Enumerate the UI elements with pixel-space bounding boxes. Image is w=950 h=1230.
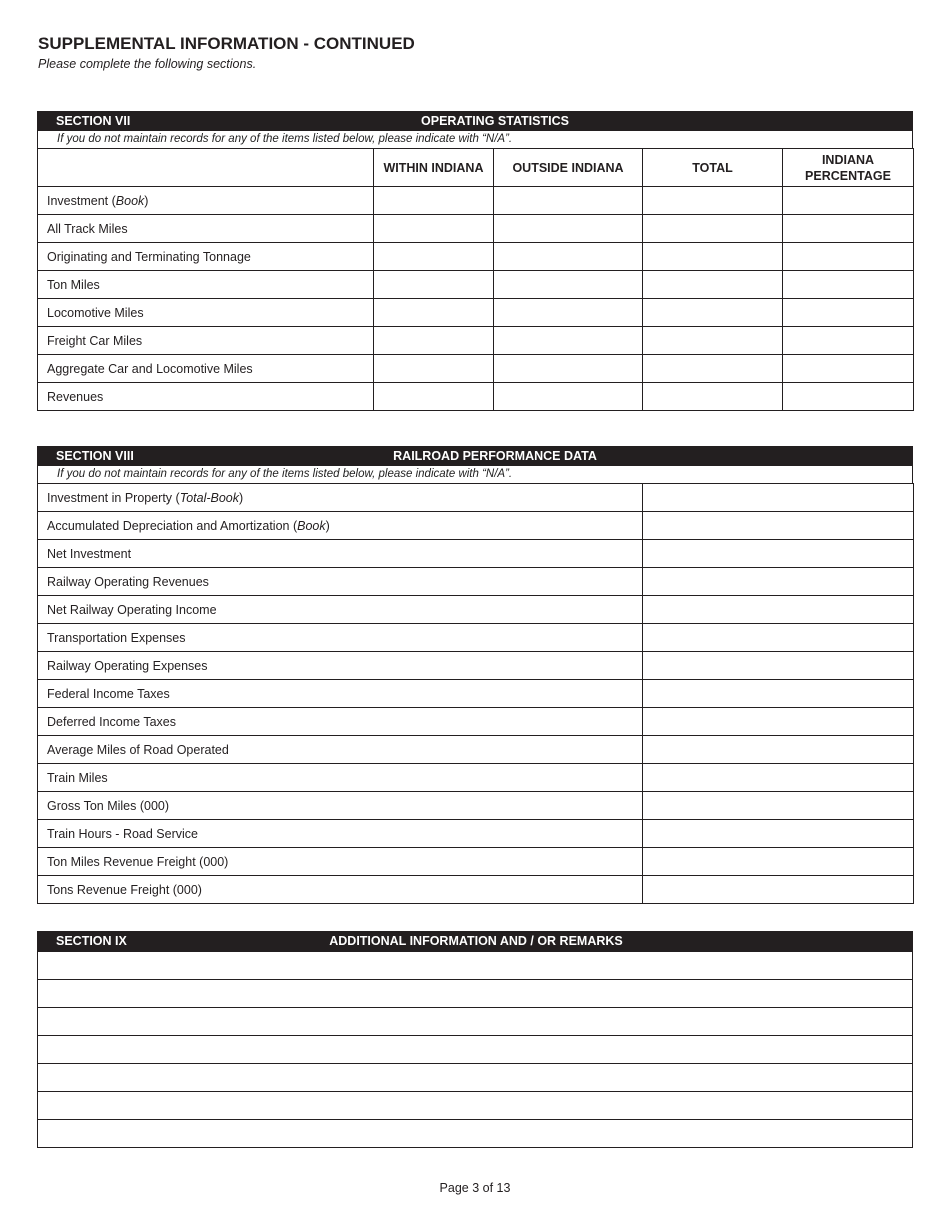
indiana-percentage-field[interactable] — [783, 243, 914, 271]
row-label — [38, 187, 374, 215]
section-vii-number: SECTION VII — [56, 114, 131, 128]
value-field[interactable] — [643, 848, 914, 876]
remarks-line — [38, 1120, 913, 1148]
row-label — [38, 820, 643, 848]
row-label — [38, 680, 643, 708]
row-label-pre: Investment in Property ( — [47, 490, 180, 505]
row-label — [38, 512, 643, 540]
remarks-field[interactable] — [38, 1120, 913, 1148]
row-label-pre: Federal Income Taxes — [47, 686, 170, 701]
outside-indiana-field[interactable] — [494, 215, 643, 243]
table-row — [38, 187, 914, 215]
row-label — [38, 540, 643, 568]
row-label — [38, 243, 374, 271]
table-row — [38, 383, 914, 411]
table-header-row — [38, 149, 914, 187]
remarks-line — [38, 980, 913, 1008]
row-label — [38, 764, 643, 792]
total-field[interactable] — [643, 243, 783, 271]
remarks-field[interactable] — [38, 1008, 913, 1036]
outside-indiana-field[interactable] — [494, 355, 643, 383]
remarks-line — [38, 1092, 913, 1120]
section-viii-header — [37, 446, 913, 466]
value-field[interactable] — [643, 876, 914, 904]
within-indiana-field[interactable] — [374, 299, 494, 327]
row-label-pre: Accumulated Depreciation and Amortization ( — [47, 518, 298, 533]
column-header: TOTAL — [643, 149, 783, 187]
section-ix-title: ADDITIONAL INFORMATION AND / OR REMARKS — [329, 934, 623, 948]
indiana-percentage-field[interactable] — [783, 215, 914, 243]
value-field[interactable] — [643, 764, 914, 792]
table-row — [38, 271, 914, 299]
row-label-pre: Transportation Expenses — [47, 630, 186, 645]
table-row — [38, 708, 914, 736]
within-indiana-field[interactable] — [374, 383, 494, 411]
total-field[interactable] — [643, 383, 783, 411]
value-field[interactable] — [643, 820, 914, 848]
indiana-percentage-field[interactable] — [783, 187, 914, 215]
section-vii-header — [37, 111, 913, 131]
total-field[interactable] — [643, 327, 783, 355]
section-viii-note: If you do not maintain records for any of the items listed below, please indicate with “N/A”. — [37, 466, 913, 483]
total-field[interactable] — [643, 299, 783, 327]
table-row — [38, 792, 914, 820]
column-header: OUTSIDE INDIANA — [494, 149, 643, 187]
value-field[interactable] — [643, 708, 914, 736]
row-label-pre: All Track Miles — [47, 221, 128, 236]
remarks-line — [38, 1064, 913, 1092]
value-field[interactable] — [643, 680, 914, 708]
page-subtitle: Please complete the following sections. — [38, 57, 257, 71]
row-label — [38, 652, 643, 680]
table-row — [38, 355, 914, 383]
row-label-pre: Investment ( — [47, 193, 116, 208]
row-label-em: Total-Book — [179, 490, 239, 505]
remarks-table — [37, 951, 913, 1148]
outside-indiana-field[interactable] — [494, 383, 643, 411]
row-label — [38, 848, 643, 876]
within-indiana-field[interactable] — [374, 355, 494, 383]
section-vii-note: If you do not maintain records for any of the items listed below, please indicate with “N/A”. — [37, 131, 913, 148]
table-row — [38, 512, 914, 540]
remarks-field[interactable] — [38, 980, 913, 1008]
within-indiana-field[interactable] — [374, 271, 494, 299]
table-row — [38, 540, 914, 568]
remarks-line — [38, 952, 913, 980]
row-label-pre: Deferred Income Taxes — [47, 714, 176, 729]
row-label — [38, 708, 643, 736]
value-field[interactable] — [643, 624, 914, 652]
remarks-field[interactable] — [38, 952, 913, 980]
within-indiana-field[interactable] — [374, 187, 494, 215]
row-label-pre: Railway Operating Revenues — [47, 574, 209, 589]
row-label — [38, 215, 374, 243]
outside-indiana-field[interactable] — [494, 243, 643, 271]
total-field[interactable] — [643, 355, 783, 383]
railroad-performance-table — [37, 483, 914, 904]
outside-indiana-field[interactable] — [494, 187, 643, 215]
table-row — [38, 652, 914, 680]
row-label-pre: Railway Operating Expenses — [47, 658, 208, 673]
indiana-percentage-field[interactable] — [783, 383, 914, 411]
section-viii — [37, 446, 913, 904]
table-row — [38, 680, 914, 708]
section-viii-number: SECTION VIII — [56, 449, 134, 463]
section-ix — [37, 931, 913, 1148]
table-row — [38, 624, 914, 652]
total-field[interactable] — [643, 187, 783, 215]
section-ix-header — [37, 931, 913, 951]
value-field[interactable] — [643, 596, 914, 624]
within-indiana-field[interactable] — [374, 327, 494, 355]
outside-indiana-field[interactable] — [494, 327, 643, 355]
value-field[interactable] — [643, 540, 914, 568]
page-number: Page 3 of 13 — [439, 1181, 511, 1195]
row-label-pre: Average Miles of Road Operated — [47, 742, 229, 757]
row-label-pre: Tons Revenue Freight (000) — [47, 882, 202, 897]
row-label-pre: Locomotive Miles — [47, 305, 144, 320]
within-indiana-field[interactable] — [374, 215, 494, 243]
value-field[interactable] — [643, 736, 914, 764]
row-label-em: Book — [297, 518, 326, 533]
section-viii-title: RAILROAD PERFORMANCE DATA — [393, 449, 597, 463]
row-label-post: ) — [325, 518, 330, 533]
page-title: SUPPLEMENTAL INFORMATION - CONTINUED — [38, 34, 415, 53]
within-indiana-field[interactable] — [374, 243, 494, 271]
row-label-post: ) — [144, 193, 149, 208]
row-label — [38, 568, 643, 596]
label-column-header — [38, 149, 374, 187]
table-row — [38, 820, 914, 848]
table-row — [38, 764, 914, 792]
table-row — [38, 736, 914, 764]
value-field[interactable] — [643, 792, 914, 820]
row-label — [38, 383, 374, 411]
remarks-field[interactable] — [38, 1064, 913, 1092]
section-vii — [37, 111, 913, 411]
indiana-percentage-field[interactable] — [783, 299, 914, 327]
row-label-post: ) — [239, 490, 244, 505]
row-label-pre: Revenues — [47, 389, 104, 404]
row-label-pre: Net Investment — [47, 546, 132, 561]
row-label-pre: Train Hours - Road Service — [47, 826, 198, 841]
row-label-pre: Net Railway Operating Income — [47, 602, 217, 617]
remarks-field[interactable] — [38, 1036, 913, 1064]
row-label — [38, 792, 643, 820]
row-label-pre: Aggregate Car and Locomotive Miles — [47, 361, 253, 376]
remarks-field[interactable] — [38, 1092, 913, 1120]
row-label-pre: Ton Miles Revenue Freight (000) — [47, 854, 229, 869]
indiana-percentage-field[interactable] — [783, 355, 914, 383]
total-field[interactable] — [643, 271, 783, 299]
table-row — [38, 299, 914, 327]
value-field[interactable] — [643, 484, 914, 512]
remarks-line — [38, 1008, 913, 1036]
row-label — [38, 355, 374, 383]
row-label — [38, 624, 643, 652]
row-label — [38, 736, 643, 764]
row-label — [38, 271, 374, 299]
remarks-line — [38, 1036, 913, 1064]
table-row — [38, 876, 914, 904]
row-label — [38, 299, 374, 327]
value-field[interactable] — [643, 512, 914, 540]
table-row — [38, 327, 914, 355]
indiana-percentage-field[interactable] — [783, 327, 914, 355]
row-label-pre: Freight Car Miles — [47, 333, 143, 348]
row-label — [38, 876, 643, 904]
row-label — [38, 596, 643, 624]
row-label-pre: Train Miles — [47, 770, 108, 785]
outside-indiana-field[interactable] — [494, 271, 643, 299]
table-row — [38, 215, 914, 243]
row-label — [38, 327, 374, 355]
value-field[interactable] — [643, 568, 914, 596]
table-row — [38, 596, 914, 624]
row-label-em: Book — [115, 193, 145, 208]
row-label-pre: Gross Ton Miles (000) — [47, 798, 170, 813]
table-row — [38, 848, 914, 876]
table-row — [38, 243, 914, 271]
table-row — [38, 484, 914, 512]
column-header — [783, 149, 914, 187]
row-label-pre: Ton Miles — [47, 277, 100, 292]
indiana-percentage-field[interactable] — [783, 271, 914, 299]
column-header: WITHIN INDIANA — [374, 149, 494, 187]
column-header-text: INDIANA PERCENTAGE — [805, 152, 891, 183]
section-ix-number: SECTION IX — [56, 934, 127, 948]
operating-statistics-table — [37, 148, 914, 411]
total-field[interactable] — [643, 215, 783, 243]
section-vii-title: OPERATING STATISTICS — [421, 114, 569, 128]
row-label — [38, 484, 643, 512]
value-field[interactable] — [643, 652, 914, 680]
table-row — [38, 568, 914, 596]
row-label-pre: Originating and Terminating Tonnage — [47, 249, 251, 264]
outside-indiana-field[interactable] — [494, 299, 643, 327]
